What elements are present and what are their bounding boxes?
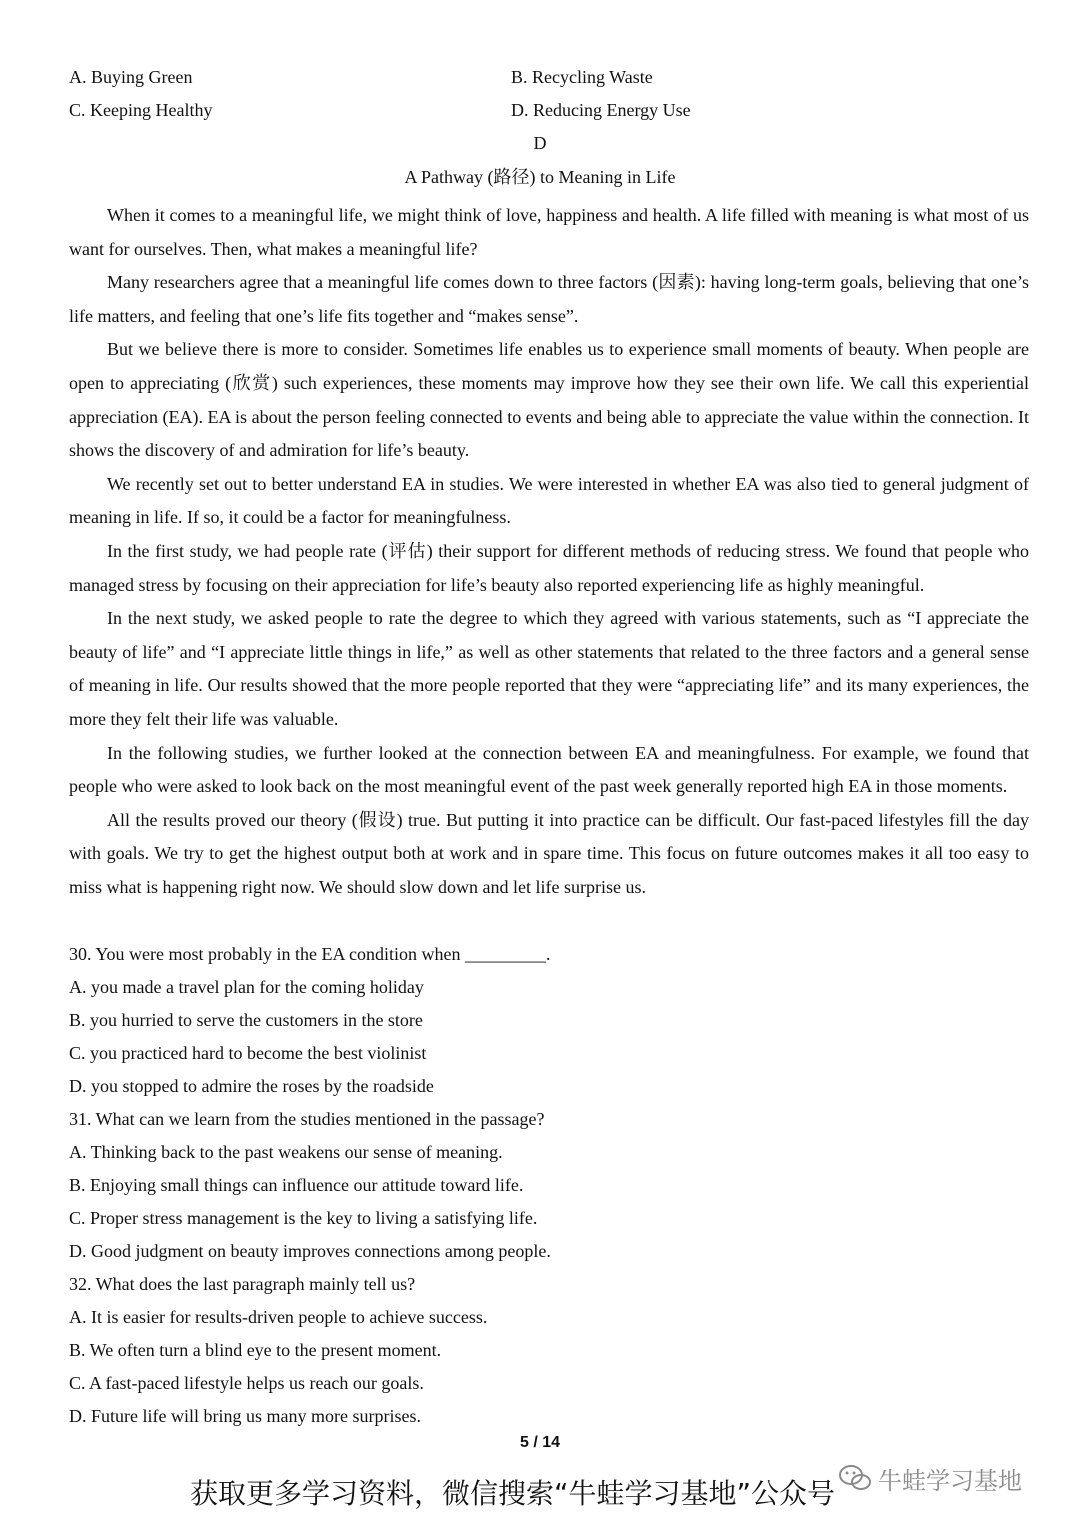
paragraph-5: In the first study, we had people rate (评估) their support for different methods of reducing stress. We found that people who managed stress by focusing on their appreciation for life’s beauty also reported experiencing life as highly meaningful. — [69, 540, 1029, 595]
wechat-icon — [838, 1463, 872, 1493]
wechat-watermark — [838, 1460, 1022, 1496]
prev-option-b: B. Recycling Waste — [511, 67, 653, 87]
paragraph-6: In the next study, we asked people to rate the degree to which they agreed with various statements, such as “I appreciate the beauty of life” and “I appreciate little things in life,” as well as other statements that related to the three factors and a general sense of meaning in life. Our results showed that the more people reported that they were “appreciating life” and its many experiences, the more they felt their life was valuable. — [69, 608, 1029, 729]
questions-section — [69, 938, 1029, 1433]
passage-body — [69, 199, 1029, 904]
question-31-stem: 31. What can we learn from the studies mentioned in the passage? — [69, 1109, 545, 1129]
question-30-option-b: B. you hurried to serve the customers in the store — [69, 1010, 423, 1030]
question-32-option-d: D. Future life will bring us many more surprises. — [69, 1406, 421, 1426]
question-32-option-a: A. It is easier for results-driven people to achieve success. — [69, 1307, 488, 1327]
paragraph-2: Many researchers agree that a meaningful life comes down to three factors (因素): having long-term goals, believing that one’s life matters, and feeling that one’s life fits together and “makes sense”. — [69, 272, 1029, 326]
prev-option-c: C. Keeping Healthy — [69, 100, 213, 120]
question-30-option-a: A. you made a travel plan for the coming holiday — [69, 977, 424, 997]
section-letter: D — [533, 133, 547, 153]
question-31-option-b: B. Enjoying small things can influence our attitude toward life. — [69, 1175, 524, 1195]
paragraph-1: When it comes to a meaningful life, we might think of love, happiness and health. A life filled with meaning is what most of us want for ourselves. Then, what makes a meaningful life? — [69, 205, 1029, 259]
paragraph-8: All the results proved our theory (假设) true. But putting it into practice can be difficult. Our fast-paced lifestyles fill the day with goals. We try to get the highest output both at work and in spare time. This focus on future outcomes makes it all too easy to miss what is happening right now. We should slow down and let life surprise us. — [69, 809, 1029, 897]
question-32-option-c: C. A fast-paced lifestyle helps us reach our goals. — [69, 1373, 424, 1393]
promo-banner-text: 获取更多学习资料，微信搜索“牛蛙学习基地”公众号 — [190, 1477, 836, 1510]
prev-option-a: A. Buying Green — [69, 67, 193, 87]
paragraph-3: But we believe there is more to consider. Sometimes life enables us to experience small moments of beauty. When people are open to appreciating (欣赏) such experiences, these moments may improve how they see their own life. We call this experiential appreciation (EA). EA is about the person feeling connected to events and being able to appreciate the value within the connection. It shows the discovery of and admiration for life’s beauty. — [69, 339, 1029, 461]
question-32-stem: 32. What does the last paragraph mainly tell us? — [69, 1274, 416, 1294]
page-number: 5 / 14 — [519, 1434, 561, 1451]
question-32-option-b: B. We often turn a blind eye to the present moment. — [69, 1340, 442, 1360]
paragraph-7: In the following studies, we further looked at the connection between EA and meaningfulness. For example, we found that people who were asked to look back on the most meaningful event of the past week generally reported high EA in those moments. — [69, 742, 1029, 797]
question-30-option-d: D. you stopped to admire the roses by the roadside — [69, 1076, 434, 1096]
question-31-option-a: A. Thinking back to the past weakens our sense of meaning. — [69, 1142, 503, 1162]
prev-option-d: D. Reducing Energy Use — [511, 100, 691, 120]
paragraph-4: We recently set out to better understand EA in studies. We were interested in whether EA was also tied to general judgment of meaning in life. If so, it could be a factor for meaningfulness. — [69, 473, 1029, 528]
question-31-option-d: D. Good judgment on beauty improves connections among people. — [69, 1241, 551, 1261]
watermark-label: 牛蛙学习基地 — [878, 1466, 1022, 1495]
question-31-option-c: C. Proper stress management is the key to living a satisfying life. — [69, 1208, 538, 1228]
question-30-stem: 30. You were most probably in the EA condition when _________. — [69, 944, 551, 964]
passage-title: A Pathway (路径) to Meaning in Life — [404, 167, 676, 187]
question-30-option-c: C. you practiced hard to become the best violinist — [69, 1043, 427, 1063]
